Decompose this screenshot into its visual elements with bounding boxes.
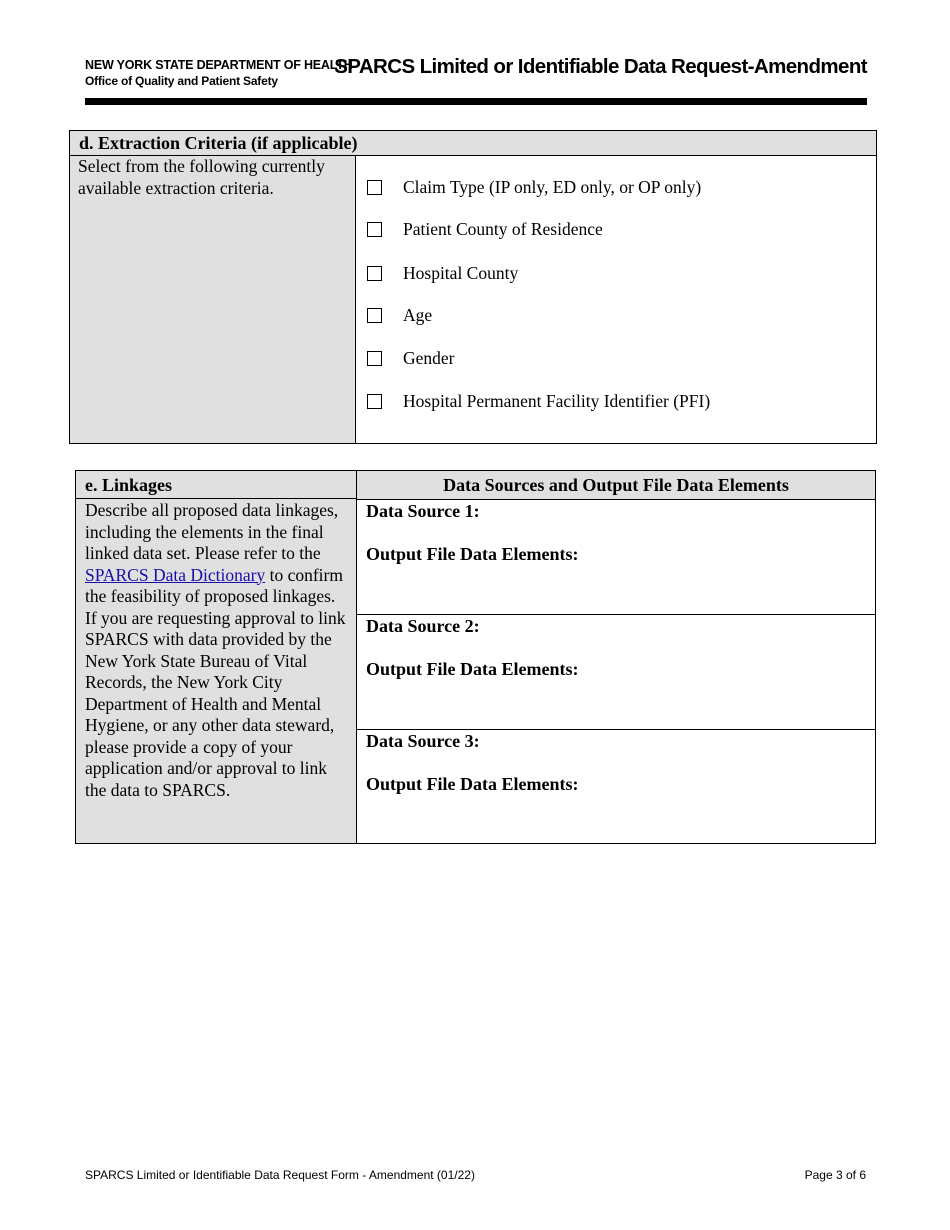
data-sources-column-header: Data Sources and Output File Data Elements xyxy=(357,471,875,500)
checkbox[interactable] xyxy=(367,266,382,281)
data-source-1-cell[interactable] xyxy=(357,499,875,614)
section-d-title: d. Extraction Criteria (if applicable) xyxy=(70,131,876,156)
description-text: to confirm the feasibility of proposed linkages. If you are requesting approval to link SPARCS with data provided by the New York State Bureau of Vital Records, the New York City Department of Health and Mental Hygiene, or any other data steward, please provide a copy of your application and/or approval to link the data to SPARCS. xyxy=(85,564,346,800)
checkbox[interactable] xyxy=(367,394,382,409)
data-source-label: Data Source 1: xyxy=(366,501,480,521)
output-elements-label: Output File Data Elements: xyxy=(366,659,579,679)
sparcs-data-dictionary-link[interactable]: SPARCS Data Dictionary xyxy=(85,564,266,585)
checkbox[interactable] xyxy=(367,222,382,237)
checkbox[interactable] xyxy=(367,308,382,323)
criteria-option-label: Hospital County xyxy=(403,262,519,283)
data-source-2-cell[interactable] xyxy=(357,614,875,729)
data-source-3-cell[interactable] xyxy=(357,729,875,844)
criteria-option-label: Gender xyxy=(403,347,455,368)
criteria-option-claim-type[interactable] xyxy=(367,175,701,199)
department-name: NEW YORK STATE DEPARTMENT OF HEALTH xyxy=(85,58,353,72)
section-d-instructions: Select from the following currently available extraction criteria. xyxy=(70,156,356,443)
criteria-option-age[interactable] xyxy=(367,303,432,327)
linkages-description xyxy=(76,499,357,843)
criteria-option-patient-county[interactable] xyxy=(367,217,603,241)
footer-page-number: Page 3 of 6 xyxy=(804,1168,866,1182)
office-name: Office of Quality and Patient Safety xyxy=(85,74,278,88)
data-source-label: Data Source 3: xyxy=(366,731,480,751)
criteria-option-label: Hospital Permanent Facility Identifier (PFI) xyxy=(403,390,711,411)
criteria-option-hospital-county[interactable] xyxy=(367,261,518,285)
criteria-option-pfi[interactable] xyxy=(367,389,710,413)
header-rule xyxy=(85,98,867,105)
section-e-title: e. Linkages xyxy=(76,471,357,499)
criteria-option-label: Age xyxy=(403,304,433,325)
data-source-label: Data Source 2: xyxy=(366,616,480,636)
criteria-option-label: Claim Type (IP only, ED only, or OP only) xyxy=(403,176,702,197)
linkages-section xyxy=(75,470,876,844)
form-title: SPARCS Limited or Identifiable Data Request-Amendment xyxy=(334,55,867,78)
checkbox[interactable] xyxy=(367,180,382,195)
output-elements-label: Output File Data Elements: xyxy=(366,774,579,794)
output-elements-label: Output File Data Elements: xyxy=(366,544,579,564)
checkbox[interactable] xyxy=(367,351,382,366)
description-text: Describe all proposed data linkages, including the elements in the final linked data set. Please refer to the xyxy=(85,500,339,563)
extraction-criteria-section xyxy=(69,130,877,444)
criteria-option-label: Patient County of Residence xyxy=(403,218,603,239)
footer-form-name: SPARCS Limited or Identifiable Data Request Form - Amendment (01/22) xyxy=(85,1168,475,1182)
agency-block xyxy=(85,57,353,89)
criteria-option-gender[interactable] xyxy=(367,346,455,370)
